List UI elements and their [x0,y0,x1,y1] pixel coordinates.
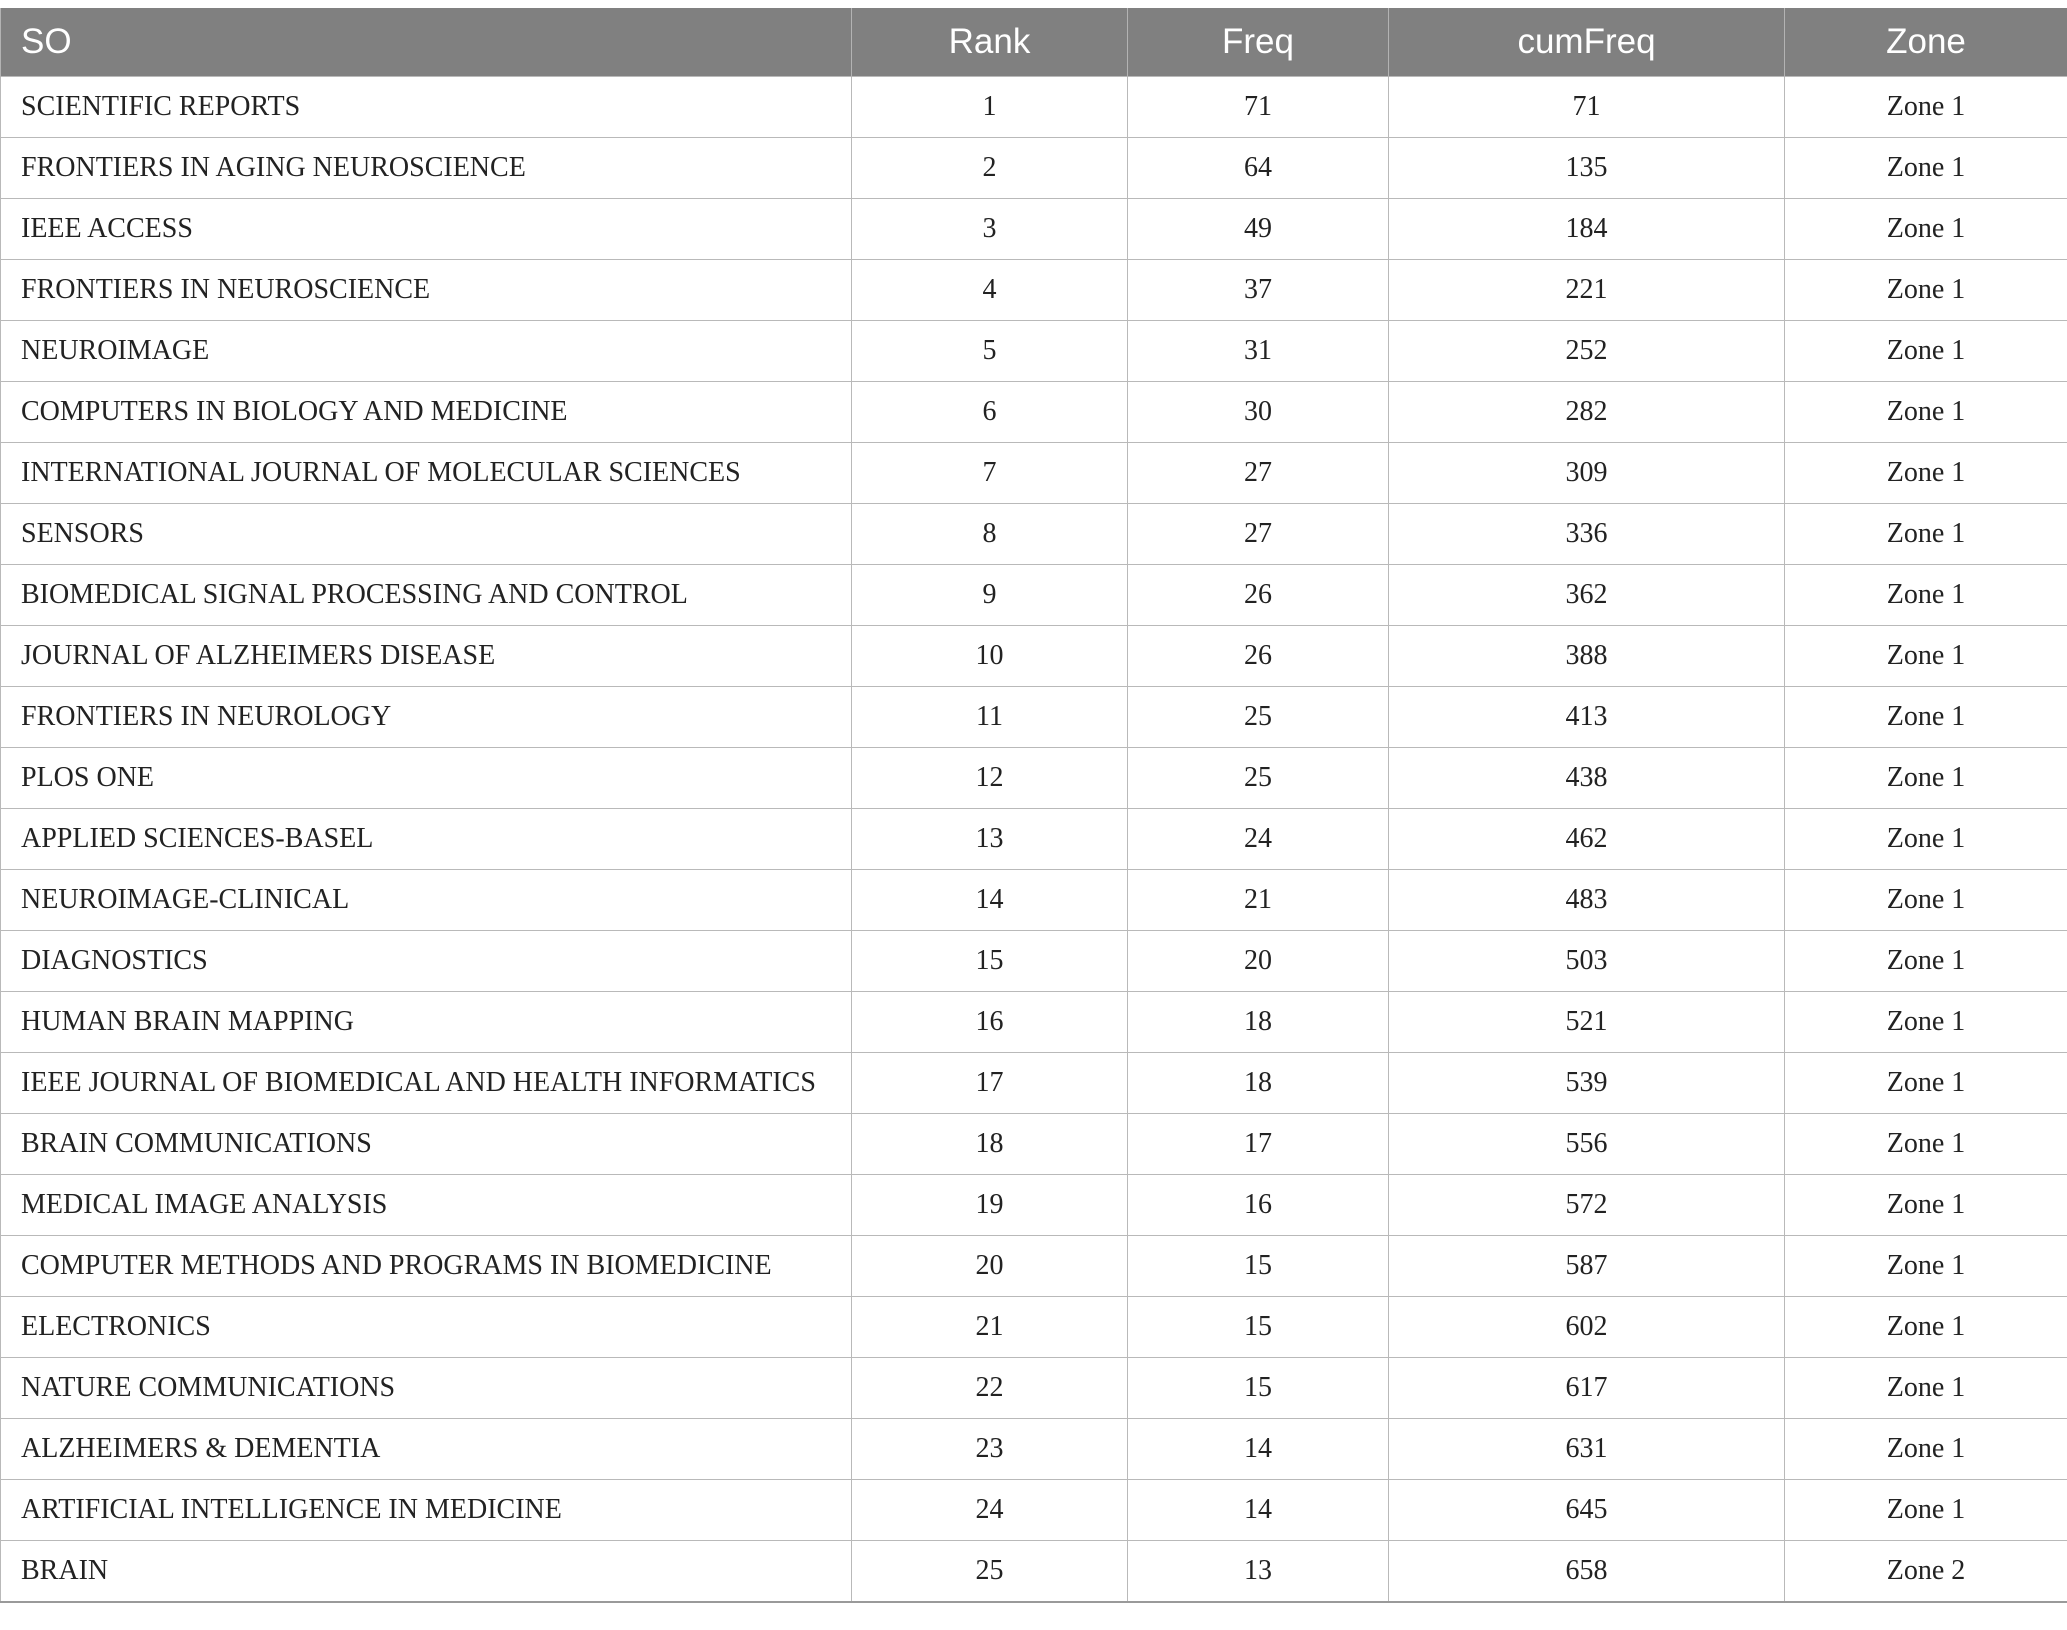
table-row [1,1297,2067,1358]
cell-zone: Zone 1 [1785,1053,2067,1114]
cell-so: PLOS ONE [1,748,852,809]
cell-rank: 21 [852,1297,1128,1358]
cell-freq: 26 [1128,626,1389,687]
cell-freq: 15 [1128,1297,1389,1358]
cell-zone: Zone 1 [1785,687,2067,748]
cell-cumfreq: 521 [1389,992,1785,1053]
table-row [1,1114,2067,1175]
cell-freq: 24 [1128,809,1389,870]
cell-zone: Zone 1 [1785,199,2067,260]
cell-freq: 64 [1128,138,1389,199]
cell-so: APPLIED SCIENCES-BASEL [1,809,852,870]
cell-zone: Zone 1 [1785,1358,2067,1419]
cell-zone: Zone 1 [1785,1236,2067,1297]
cell-zone: Zone 1 [1785,1114,2067,1175]
cell-rank: 11 [852,687,1128,748]
cell-cumfreq: 556 [1389,1114,1785,1175]
table-row [1,1358,2067,1419]
cell-rank: 7 [852,443,1128,504]
table-row [1,809,2067,870]
cell-so: DIAGNOSTICS [1,931,852,992]
cell-freq: 16 [1128,1175,1389,1236]
cell-freq: 49 [1128,199,1389,260]
cell-zone: Zone 1 [1785,504,2067,565]
cell-rank: 9 [852,565,1128,626]
cell-rank: 22 [852,1358,1128,1419]
cell-zone: Zone 1 [1785,77,2067,138]
cell-zone: Zone 1 [1785,1419,2067,1480]
cell-so: FRONTIERS IN NEUROLOGY [1,687,852,748]
cell-so: JOURNAL OF ALZHEIMERS DISEASE [1,626,852,687]
cell-rank: 15 [852,931,1128,992]
cell-cumfreq: 221 [1389,260,1785,321]
cell-so: IEEE ACCESS [1,199,852,260]
table-container [0,8,2067,1603]
cell-rank: 16 [852,992,1128,1053]
cell-cumfreq: 631 [1389,1419,1785,1480]
journals-table [0,8,2067,1603]
table-row [1,687,2067,748]
table-row [1,1419,2067,1480]
cell-rank: 18 [852,1114,1128,1175]
cell-so: NEUROIMAGE-CLINICAL [1,870,852,931]
column-header-so: SO [1,8,852,77]
table-row [1,382,2067,443]
cell-zone: Zone 1 [1785,809,2067,870]
cell-cumfreq: 438 [1389,748,1785,809]
table-row [1,1236,2067,1297]
cell-cumfreq: 658 [1389,1541,1785,1603]
cell-zone: Zone 1 [1785,321,2067,382]
cell-so: NEUROIMAGE [1,321,852,382]
cell-cumfreq: 135 [1389,138,1785,199]
cell-so: IEEE JOURNAL OF BIOMEDICAL AND HEALTH INFORMATICS [1,1053,852,1114]
cell-cumfreq: 539 [1389,1053,1785,1114]
cell-zone: Zone 1 [1785,382,2067,443]
cell-so: SCIENTIFIC REPORTS [1,77,852,138]
cell-so: BRAIN [1,1541,852,1603]
cell-cumfreq: 503 [1389,931,1785,992]
cell-rank: 1 [852,77,1128,138]
cell-zone: Zone 1 [1785,1297,2067,1358]
cell-cumfreq: 309 [1389,443,1785,504]
cell-so: COMPUTERS IN BIOLOGY AND MEDICINE [1,382,852,443]
cell-freq: 20 [1128,931,1389,992]
cell-freq: 27 [1128,443,1389,504]
table-row [1,138,2067,199]
cell-so: BRAIN COMMUNICATIONS [1,1114,852,1175]
cell-zone: Zone 1 [1785,626,2067,687]
cell-freq: 25 [1128,748,1389,809]
cell-freq: 18 [1128,1053,1389,1114]
cell-so: MEDICAL IMAGE ANALYSIS [1,1175,852,1236]
cell-so: HUMAN BRAIN MAPPING [1,992,852,1053]
table-row [1,565,2067,626]
table-row [1,931,2067,992]
cell-rank: 17 [852,1053,1128,1114]
cell-rank: 8 [852,504,1128,565]
table-row [1,870,2067,931]
cell-cumfreq: 462 [1389,809,1785,870]
cell-cumfreq: 184 [1389,199,1785,260]
cell-freq: 25 [1128,687,1389,748]
cell-freq: 15 [1128,1358,1389,1419]
cell-rank: 6 [852,382,1128,443]
cell-zone: Zone 1 [1785,260,2067,321]
table-row [1,992,2067,1053]
cell-freq: 71 [1128,77,1389,138]
cell-zone: Zone 1 [1785,931,2067,992]
cell-cumfreq: 587 [1389,1236,1785,1297]
table-row [1,748,2067,809]
cell-so: ELECTRONICS [1,1297,852,1358]
cell-zone: Zone 1 [1785,748,2067,809]
cell-so: FRONTIERS IN AGING NEUROSCIENCE [1,138,852,199]
table-row [1,199,2067,260]
cell-so: COMPUTER METHODS AND PROGRAMS IN BIOMEDICINE [1,1236,852,1297]
cell-zone: Zone 1 [1785,1175,2067,1236]
cell-cumfreq: 388 [1389,626,1785,687]
cell-so: INTERNATIONAL JOURNAL OF MOLECULAR SCIENCES [1,443,852,504]
cell-rank: 25 [852,1541,1128,1603]
table-row [1,260,2067,321]
cell-so: SENSORS [1,504,852,565]
table-row [1,1175,2067,1236]
cell-so: ARTIFICIAL INTELLIGENCE IN MEDICINE [1,1480,852,1541]
cell-cumfreq: 483 [1389,870,1785,931]
cell-so: NATURE COMMUNICATIONS [1,1358,852,1419]
cell-zone: Zone 1 [1785,443,2067,504]
cell-so: FRONTIERS IN NEUROSCIENCE [1,260,852,321]
column-header-freq: Freq [1128,8,1389,77]
cell-zone: Zone 1 [1785,870,2067,931]
cell-freq: 14 [1128,1480,1389,1541]
cell-cumfreq: 617 [1389,1358,1785,1419]
cell-rank: 24 [852,1480,1128,1541]
table-header [1,8,2067,77]
cell-zone: Zone 1 [1785,992,2067,1053]
cell-rank: 2 [852,138,1128,199]
cell-cumfreq: 362 [1389,565,1785,626]
table-row [1,1480,2067,1541]
cell-freq: 31 [1128,321,1389,382]
cell-freq: 27 [1128,504,1389,565]
cell-rank: 10 [852,626,1128,687]
cell-cumfreq: 645 [1389,1480,1785,1541]
cell-freq: 30 [1128,382,1389,443]
cell-freq: 17 [1128,1114,1389,1175]
table-row [1,77,2067,138]
table-row [1,321,2067,382]
cell-rank: 23 [852,1419,1128,1480]
column-header-zone: Zone [1785,8,2067,77]
cell-freq: 15 [1128,1236,1389,1297]
cell-cumfreq: 602 [1389,1297,1785,1358]
cell-freq: 37 [1128,260,1389,321]
cell-cumfreq: 71 [1389,77,1785,138]
cell-rank: 3 [852,199,1128,260]
cell-zone: Zone 1 [1785,565,2067,626]
table-row [1,443,2067,504]
cell-zone: Zone 1 [1785,138,2067,199]
cell-freq: 14 [1128,1419,1389,1480]
cell-rank: 4 [852,260,1128,321]
cell-freq: 26 [1128,565,1389,626]
cell-rank: 13 [852,809,1128,870]
table-row [1,1541,2067,1603]
column-header-rank: Rank [852,8,1128,77]
header-row [1,8,2067,77]
cell-cumfreq: 252 [1389,321,1785,382]
table-row [1,1053,2067,1114]
cell-freq: 13 [1128,1541,1389,1603]
cell-cumfreq: 282 [1389,382,1785,443]
cell-so: BIOMEDICAL SIGNAL PROCESSING AND CONTROL [1,565,852,626]
cell-rank: 19 [852,1175,1128,1236]
cell-so: ALZHEIMERS & DEMENTIA [1,1419,852,1480]
cell-cumfreq: 413 [1389,687,1785,748]
table-body [1,77,2067,1603]
cell-cumfreq: 572 [1389,1175,1785,1236]
cell-rank: 14 [852,870,1128,931]
cell-rank: 5 [852,321,1128,382]
cell-rank: 20 [852,1236,1128,1297]
table-row [1,626,2067,687]
cell-zone: Zone 2 [1785,1541,2067,1603]
cell-freq: 18 [1128,992,1389,1053]
cell-cumfreq: 336 [1389,504,1785,565]
cell-zone: Zone 1 [1785,1480,2067,1541]
table-row [1,504,2067,565]
cell-rank: 12 [852,748,1128,809]
cell-freq: 21 [1128,870,1389,931]
column-header-cumfreq: cumFreq [1389,8,1785,77]
